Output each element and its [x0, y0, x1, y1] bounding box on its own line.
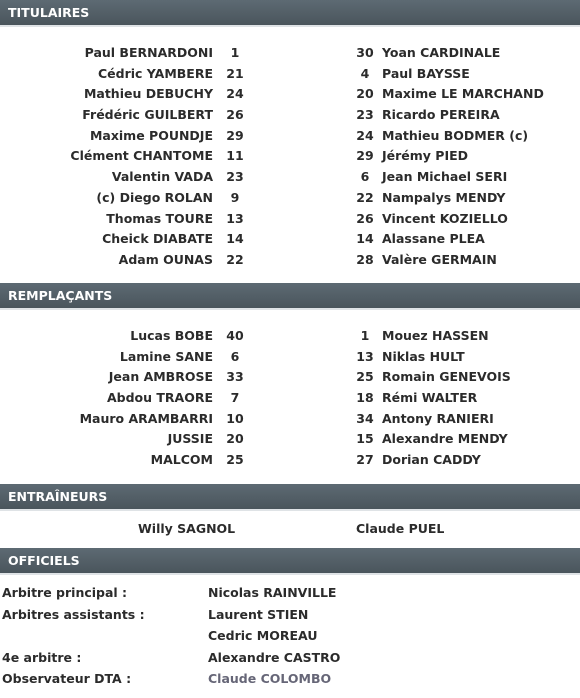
home-player-number: 33 — [226, 369, 244, 385]
home-player-name: Cheick DIABATE — [102, 231, 213, 247]
away-player-number: 20 — [356, 86, 374, 102]
away-player-number: 25 — [356, 369, 374, 385]
away-player-name: Yoan CARDINALE — [382, 45, 501, 60]
away-player-number: 22 — [356, 189, 374, 205]
away-player-name: Jean Michael SERI — [382, 169, 508, 185]
home-player-number: 6 — [230, 348, 240, 364]
lineup-row — [0, 231, 580, 252]
away-player-number: 18 — [356, 390, 374, 406]
home-coach: Willy SAGNOL — [138, 521, 236, 536]
away-player-number: 27 — [356, 452, 374, 468]
home-player-number: 11 — [226, 148, 244, 164]
home-player-number: 13 — [226, 210, 244, 226]
home-player-number: 25 — [226, 452, 244, 468]
entraineurs-header: ENTRAÎNEURS — [0, 484, 580, 511]
away-player-number: 30 — [356, 45, 374, 60]
official-name: Laurent STIEN — [208, 606, 309, 622]
home-player-name: Frédéric GUILBERT — [82, 107, 213, 123]
away-player-name: Niklas HULT — [382, 348, 465, 364]
home-player-number: 26 — [226, 107, 244, 123]
official-row — [0, 671, 580, 693]
lineup-row — [0, 107, 580, 128]
lineup-row — [0, 66, 580, 87]
official-role: Observateur DTA : — [2, 671, 132, 686]
lineup-row — [0, 369, 580, 390]
home-player-name: Valentin VADA — [111, 169, 213, 185]
official-row — [0, 628, 580, 650]
away-player-number: 4 — [360, 65, 370, 81]
home-player-name: JUSSIE — [167, 431, 213, 447]
remplacants-header: REMPLAÇANTS — [0, 283, 580, 310]
officiels-section — [0, 548, 580, 693]
titulaires-section — [0, 0, 580, 283]
away-player-number: 29 — [356, 148, 374, 164]
away-player-name: Mouez HASSEN — [382, 328, 489, 343]
away-player-name: Vincent KOZIELLO — [382, 210, 508, 226]
home-player-number: 20 — [226, 431, 244, 447]
away-player-number: 24 — [356, 127, 374, 143]
official-row — [0, 585, 580, 607]
remplacants-section — [0, 283, 580, 484]
officiels-header: OFFICIELS — [0, 548, 580, 575]
away-player-number: 26 — [356, 210, 374, 226]
away-player-number: 34 — [356, 410, 374, 426]
lineup-row — [0, 328, 580, 349]
home-player-number: 29 — [226, 127, 244, 143]
home-player-name: Cédric YAMBERE — [97, 65, 213, 81]
home-player-name: Lamine SANE — [119, 348, 213, 364]
home-player-number: 21 — [226, 65, 244, 81]
home-player-number: 10 — [226, 410, 244, 426]
home-player-name: Abdou TRAORE — [106, 390, 213, 406]
titulaires-header: TITULAIRES — [0, 0, 580, 27]
lineup-row — [0, 148, 580, 169]
home-player-name: Paul BERNARDONI — [84, 45, 213, 60]
home-player-name: Jean AMBROSE — [108, 369, 213, 385]
away-player-number: 15 — [356, 431, 374, 447]
official-name: Claude COLOMBO — [208, 671, 332, 686]
official-name: Alexandre CASTRO — [208, 649, 341, 665]
away-player-name: Ricardo PEREIRA — [382, 107, 500, 123]
home-player-name: MALCOM — [150, 452, 213, 468]
home-player-name: Mauro ARAMBARRI — [79, 410, 213, 426]
away-player-name: Alexandre MENDY — [382, 431, 508, 447]
official-role: Arbitres assistants : — [2, 606, 145, 622]
home-player-number: 23 — [226, 169, 244, 185]
home-player-name: Lucas BOBE — [130, 328, 213, 343]
official-role: 4e arbitre : — [2, 649, 82, 665]
lineup-row — [0, 349, 580, 370]
away-coach: Claude PUEL — [356, 521, 445, 536]
home-player-number: 9 — [230, 189, 240, 205]
away-player-name: Jérémy PIED — [382, 148, 469, 164]
lineup-row — [0, 128, 580, 149]
titulaires-list — [0, 27, 580, 283]
home-player-name: Mathieu DEBUCHY — [83, 86, 213, 102]
away-player-name: Romain GENEVOIS — [382, 369, 511, 385]
away-player-name: Dorian CADDY — [382, 452, 481, 468]
home-player-name: Clément CHANTOME — [70, 148, 213, 164]
away-player-number: 14 — [356, 231, 374, 247]
home-player-number: 7 — [230, 390, 240, 406]
official-name: Nicolas RAINVILLE — [208, 585, 337, 600]
away-player-name: Valère GERMAIN — [382, 251, 497, 267]
home-player-number: 24 — [226, 86, 244, 102]
away-player-number: 1 — [360, 328, 370, 343]
coaches-row — [0, 511, 580, 548]
away-player-number: 23 — [356, 107, 374, 123]
entraineurs-section — [0, 484, 580, 548]
home-player-name: Thomas TOURE — [106, 210, 213, 226]
away-player-name: Maxime LE MARCHAND — [382, 86, 544, 102]
lineup-row — [0, 45, 580, 66]
home-player-number: 22 — [226, 251, 244, 267]
away-player-number: 13 — [356, 348, 374, 364]
remplacants-list — [0, 310, 580, 484]
officiels-list — [0, 575, 580, 693]
home-player-number: 40 — [226, 328, 244, 343]
away-player-number: 28 — [356, 251, 374, 267]
lineup-row — [0, 431, 580, 452]
official-name: Cedric MOREAU — [208, 628, 318, 643]
home-player-number: 14 — [226, 231, 244, 247]
lineup-row — [0, 452, 580, 473]
away-player-number: 6 — [360, 169, 370, 185]
away-player-name: Antony RANIERI — [382, 410, 494, 426]
official-row — [0, 607, 580, 629]
lineup-row — [0, 211, 580, 232]
lineup-row — [0, 252, 580, 273]
lineup-row — [0, 190, 580, 211]
lineup-row — [0, 86, 580, 107]
away-player-name: Mathieu BODMER (c) — [382, 127, 529, 143]
home-player-name: (c) Diego ROLAN — [96, 189, 213, 205]
official-row — [0, 650, 580, 672]
lineup-row — [0, 390, 580, 411]
lineup-row — [0, 169, 580, 190]
away-player-name: Nampalys MENDY — [382, 189, 506, 205]
home-player-name: Adam OUNAS — [118, 251, 213, 267]
lineup-row — [0, 411, 580, 432]
away-player-name: Alassane PLEA — [382, 231, 485, 247]
home-player-name: Maxime POUNDJE — [89, 127, 213, 143]
official-role: Arbitre principal : — [2, 585, 128, 600]
away-player-name: Rémi WALTER — [382, 390, 478, 406]
away-player-name: Paul BAYSSE — [382, 65, 470, 81]
home-player-number: 1 — [230, 45, 240, 60]
